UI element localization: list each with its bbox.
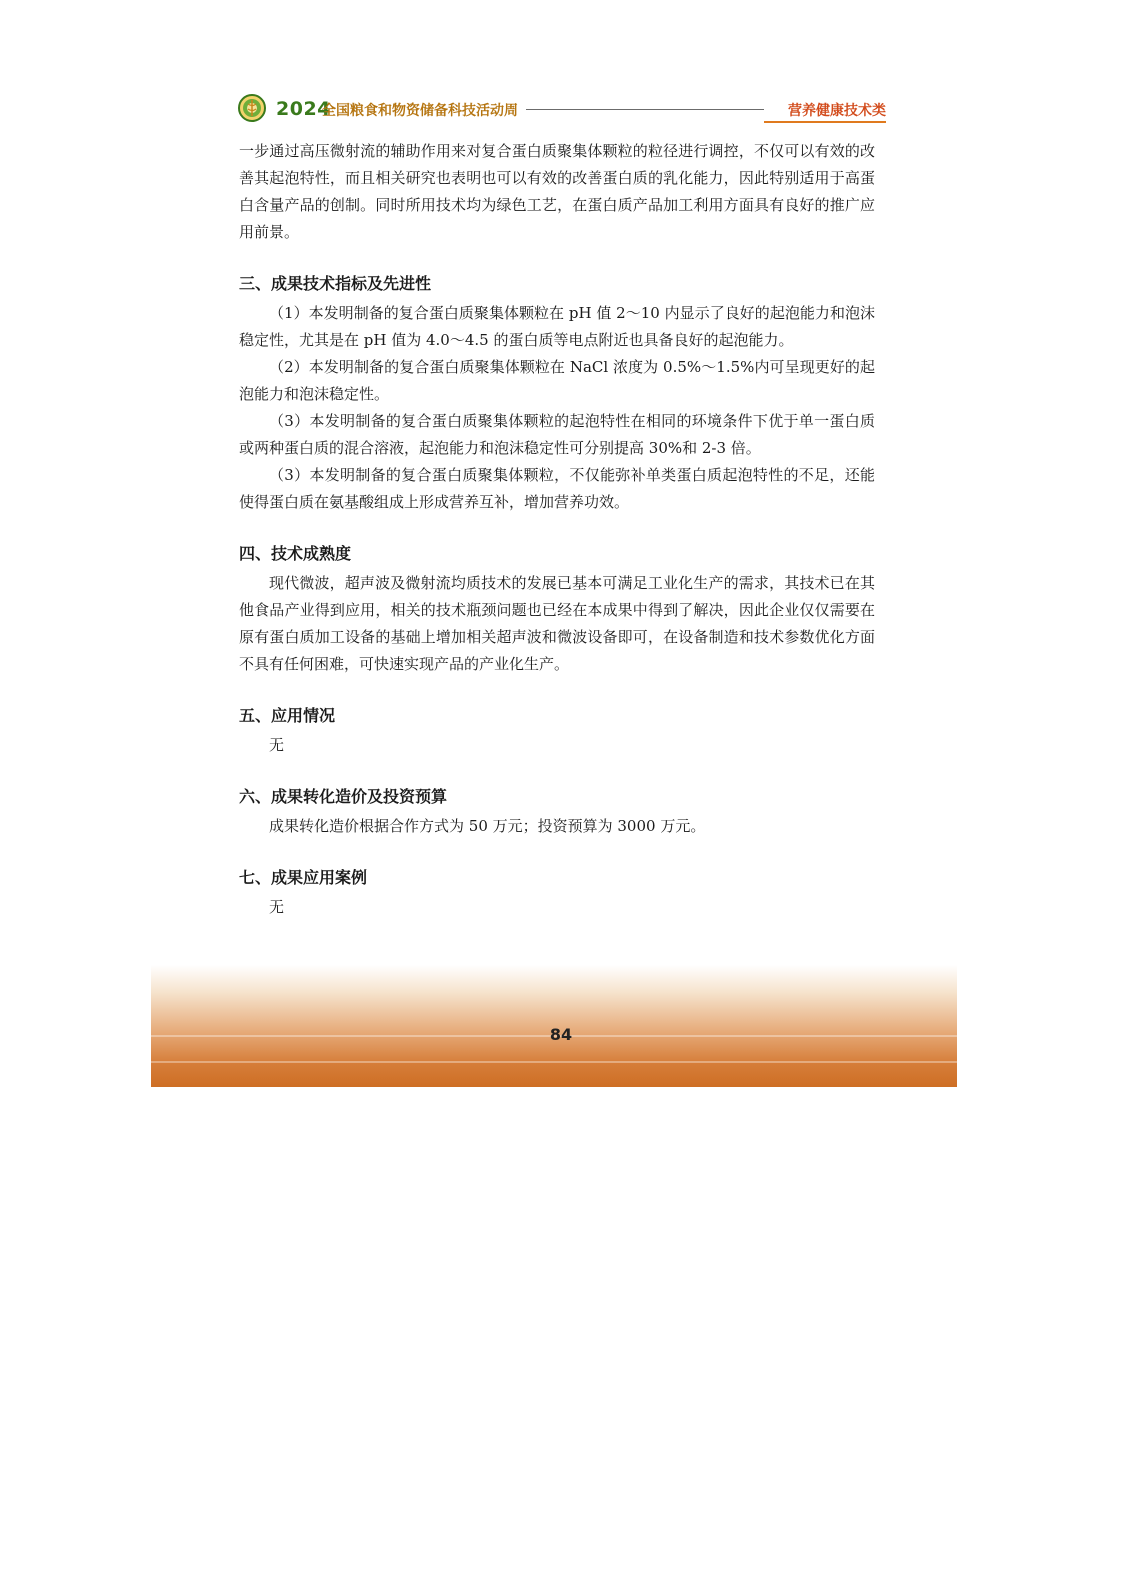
section-technology-maturity: [239, 540, 875, 678]
section-paragraph: 成果转化造价根据合作方式为 50 万元；投资预算为 3000 万元。: [269, 817, 706, 835]
section-heading: 四、技术成熟度: [239, 544, 352, 563]
section-heading: 三、成果技术指标及先进性: [239, 274, 432, 293]
intro-paragraph: 一步通过高压微射流的辅助作用来对复合蛋白质聚集体颗粒的粒径进行调控，不仅可以有效的改善其起泡特性，而且相关研究也表明也可以有效的改善蛋白质的乳化能力，因此特别适用于高蛋白含量产品的创制。同时所用技术均为绿色工艺，在蛋白质产品加工利用方面具有良好的推广应用前景。: [239, 142, 875, 241]
page-header: [238, 94, 886, 124]
section-application-status: [239, 702, 875, 759]
section-achievement-indicators: [239, 270, 875, 516]
section-paragraph: （1）本发明制备的复合蛋白质聚集体颗粒在 pH 值 2～10 内显示了良好的起泡能力和泡沫稳定性，尤其是在 pH 值为 4.0～4.5 的蛋白质等电点附近也具备良好的起泡能力。: [239, 304, 875, 349]
main-content: [239, 138, 875, 921]
section-cost-budget: [239, 783, 875, 840]
section-heading: 六、成果转化造价及投资预算: [239, 787, 448, 806]
section-heading: 五、应用情况: [239, 706, 336, 725]
section-application-cases: [239, 864, 875, 921]
page-number: 84: [549, 1025, 573, 1044]
header-category: 营养健康技术类: [788, 103, 886, 119]
section-paragraph: （3）本发明制备的复合蛋白质聚集体颗粒的起泡特性在相同的环境条件下优于单一蛋白质或两种蛋白质的混合溶液，起泡能力和泡沫稳定性可分别提高 30%和 2-3 倍。: [239, 412, 875, 457]
header-year: 2024: [276, 98, 331, 120]
section-paragraph: 现代微波，超声波及微射流均质技术的发展已基本可满足工业化生产的需求，其技术已在其他食品产业得到应用，相关的技术瓶颈问题也已经在本成果中得到了解决，因此企业仅仅需要在原有蛋白质加工设备的基础上增加相关超声波和微波设备即可，在设备制造和技术参数优化方面不具有任何困难，可快速实现产品的产业化生产。: [239, 574, 875, 673]
wheat-emblem-icon: [238, 94, 266, 122]
section-paragraph: （2）本发明制备的复合蛋白质聚集体颗粒在 NaCl 浓度为 0.5%～1.5%内可呈现更好的起泡能力和泡沫稳定性。: [239, 358, 875, 403]
section-paragraph: 无: [269, 736, 285, 754]
header-event-title: 全国粮食和物资储备科技活动周: [322, 103, 518, 119]
section-heading: 七、成果应用案例: [239, 868, 368, 887]
footer-streak: [151, 1061, 957, 1063]
header-rule: [526, 109, 764, 110]
section-paragraph: 无: [269, 898, 285, 916]
category-underline: [764, 121, 886, 123]
section-paragraph: （3）本发明制备的复合蛋白质聚集体颗粒，不仅能弥补单类蛋白质起泡特性的不足，还能使得蛋白质在氨基酸组成上形成营养互补，增加营养功效。: [239, 466, 875, 511]
